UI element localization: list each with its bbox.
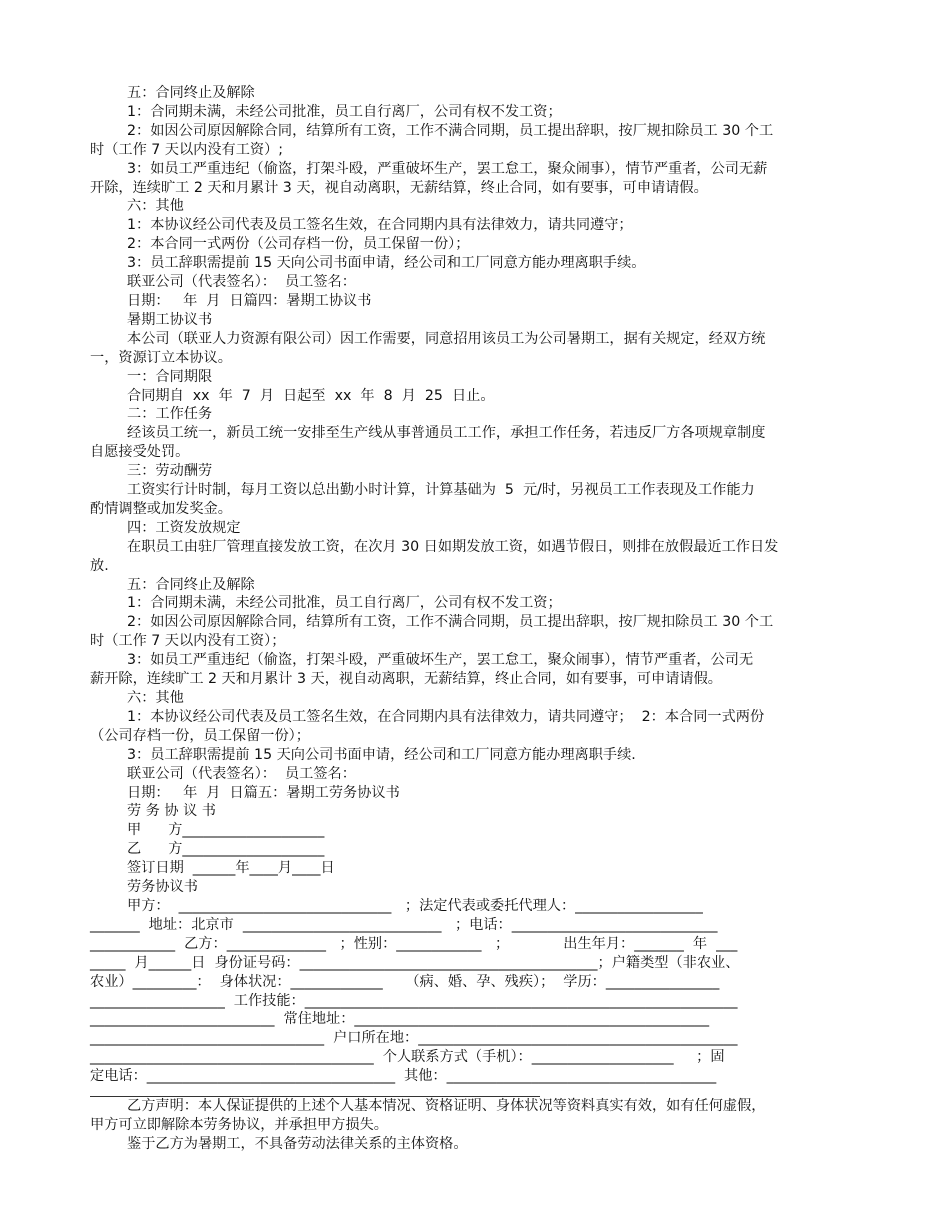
text-line: 联亚公司（代表签名）： 员工签名： (127, 765, 356, 782)
text-line: 2：如因公司原因解除合同，结算所有工资，工作不满合同期，员工提出辞职，按厂规扣除员工 30 个工 (127, 122, 774, 139)
text-line: ___________________ 工作技能：_____________________________________________________________ (90, 992, 738, 1009)
text-line: 一：合同期限 (127, 368, 213, 385)
text-line: 五：合同终止及解除 (127, 576, 255, 593)
text-line: 酌情调整或加发奖金。 (90, 500, 232, 517)
text-line: 在职员工由驻厂管理直接发放工资，在次月 30 日如期发放工资，如遇节假日，则排在放假最近工作日发 (127, 538, 779, 555)
text-line: 3：员工辞职需提前 15 天向公司书面申请，经公司和工厂同意方能办理离职手续. (127, 746, 636, 763)
text-line: 劳务协议书 (127, 879, 198, 896)
text-line: 暑期工协议书 (127, 311, 213, 328)
text-line: 乙方声明：本人保证提供的上述个人基本情况、资格证明、身体状况等资料真实有效，如有任何虚假， (127, 1098, 766, 1115)
text-line: 日期： 年 月 日篇五：暑期工劳务协议书 (127, 784, 400, 801)
text-line: 1：本协议经公司代表及员工签名生效，在合同期内具有法律效力，请共同遵守； (127, 217, 633, 234)
text-line: 2：如因公司原因解除合同，结算所有工资，工作不满合同期，员工提出辞职，按厂规扣除员工 30 个工 (127, 614, 774, 631)
text-line: 自愿接受处罚。 (90, 444, 190, 461)
text-line: 3：员工辞职需提前 15 天向公司书面申请，经公司和工厂同意方能办理离职手续。 (127, 255, 646, 272)
text-line: 四：工资发放规定 (127, 519, 241, 536)
text-line: 劳 务 协 议 书 (127, 803, 216, 820)
text-line: 本公司（联亚人力资源有限公司）因工作需要，同意招用该员工为公司暑期工，据有关规定，经双方统 (127, 330, 766, 347)
text-line: 乙 方____________________ (127, 841, 325, 858)
text-line: 一，资源订立本协议。 (90, 349, 232, 366)
text-line: 3：如员工严重违纪（偷盗，打架斗殴，严重破坏生产，罢工怠工，聚众闹事），情节严重者，公司无 (127, 652, 754, 669)
text-line: 联亚公司（代表签名）： 员工签名： (127, 274, 356, 291)
text-line: 放. (90, 557, 109, 574)
text-line: 六：其他 (127, 198, 184, 215)
text-line: 甲 方____________________ (127, 822, 325, 839)
text-line: _______ 地址：北京市 ____________________________ ；电话：_____________________________ (90, 916, 718, 933)
text-line: 签订日期 ______年____月____日 (127, 860, 335, 877)
text-line: 薪开除，连续旷工 2 天和月累计 3 天，视自动离职，无薪结算，终止合同，如有要事，可申请请假。 (90, 671, 722, 688)
text-line: 日期： 年 月 日篇四：暑期工协议书 (127, 292, 372, 309)
text-line: 1：本协议经公司代表及员工签名生效，在合同期内具有法律效力，请共同遵守； 2：本合同一式两份 (127, 708, 765, 725)
text-line: 甲方可立即解除本劳务协议，并承担甲方损失。 (90, 1116, 388, 1133)
text-line: _____ 月______日 身份证号码：__________________________________________；户籍类型（非农业、 (90, 954, 740, 971)
text-line: 2：本合同一式两份（公司存档一份，员工保留一份）； (127, 236, 470, 253)
text-line: 六：其他 (127, 690, 184, 706)
text-line: 3：如员工严重违纪（偷盗，打架斗殴，严重破坏生产，罢工怠工，聚众闹事），情节严重者，公司无薪 (127, 160, 768, 177)
text-line: _________________________________ 户口所在地：_____________________________________________ (90, 1030, 738, 1047)
text-line: 经该员工统一，新员工统一安排至生产线从事普通员工工作，承担工作任务，若违反厂方各项规章制度 (127, 425, 766, 442)
text-line: 合同期自 xx 年 7 月 日起至 xx 年 8 月 25 日止。 (127, 387, 495, 404)
text-line: 定电话：___________________________________ 其他：______________________________________ (90, 1068, 717, 1085)
text-line: 1：合同期未满，未经公司批准，员工自行离厂，公司有权不发工资； (127, 103, 562, 120)
text-line: 开除，连续旷工 2 天和月累计 3 天，视自动离职，无薪结算，终止合同，如有要事，可申请请假。 (90, 179, 708, 196)
text-line: 三：劳动酬劳 (127, 463, 213, 480)
text-line: 时（工作 7 天以内没有工资）; (90, 141, 284, 158)
text-line: 工资实行计时制，每月工资以总出勤小时计算，计算基础为 5 元/时，另视员工工作表现及工作能力 (127, 482, 755, 499)
text-line: （公司存档一份，员工保留一份）； (90, 727, 310, 744)
text-line: 鉴于乙方为暑期工，不具备劳动法律关系的主体资格。 (127, 1135, 468, 1152)
text-line: 五：合同终止及解除 (127, 85, 255, 101)
text-line: 1：合同期未满，未经公司批准，员工自行离厂，公司有权不发工资； (127, 595, 562, 612)
text-line: ____________ 乙方：______________ ；性别：____________ ； 出生年月：_______ 年 ___ (90, 935, 738, 952)
text-line: 时（工作 7 天以内没有工资）； (90, 633, 286, 650)
text-line: 甲方： ______________________________ ；法定代表或委托代理人：__________________ (127, 897, 703, 914)
text-line: 二：工作任务 (127, 406, 213, 423)
text-line: 农业）_________： 身体状况：_____________ （病、婚、孕、残疾）； 学历：________________ (90, 973, 720, 990)
text-line: __________________________ 常住地址：__________________________________________________ (90, 1011, 710, 1028)
text-line: ________________________________________ 个人联系方式（手机）：____________________ ；固 (90, 1049, 725, 1066)
